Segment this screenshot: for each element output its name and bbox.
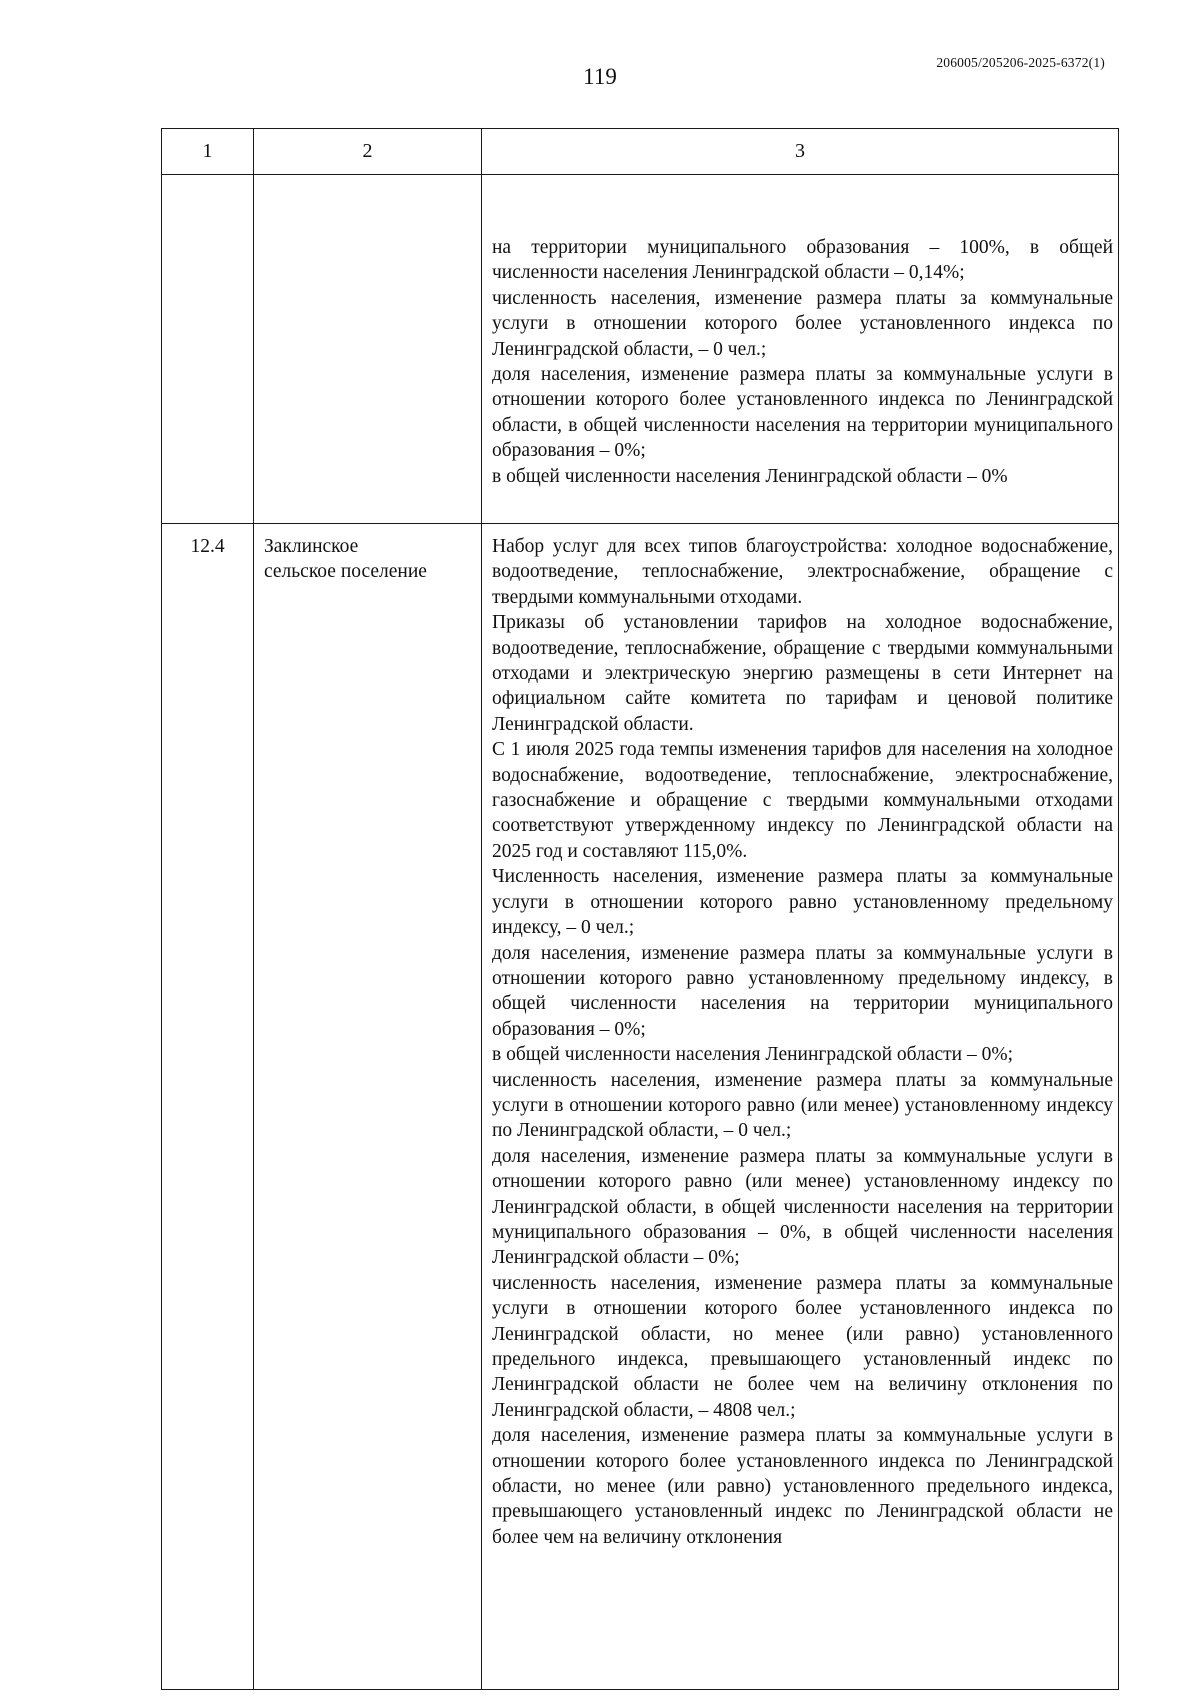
table-row-continuation [162, 175, 1119, 524]
document-table [161, 128, 1119, 1690]
header-cell-3: 3 [482, 129, 1119, 175]
text-paragraph: численность населения, изменение размера платы за коммунальные услуги в отношении которого равно (или менее) установленному индексу по Ленинградской области, – 0 чел.; [492, 1069, 1113, 1142]
text-paragraph: доля населения, изменение размера платы за коммунальные услуги в отношении которого более установленного индекса по Ленинградской области, в общей численности населения на территории муниципального образования – 0%; [492, 364, 1113, 462]
text-paragraph: на территории муниципального образования – 100%, в общей численности населения Ленинградской области – 0,14%; [492, 237, 1113, 284]
header-cell-2: 2 [254, 129, 482, 175]
row-name-cell [254, 524, 482, 1690]
text-paragraph: Приказы об установлении тарифов на холодное водоснабжение, водоотведение, теплоснабжение, обращение с твердыми коммунальными отходами и электрическую энергию размещены в сети Интернет на официальном сайте комитета по тарифам и ценовой политике Ленинградской области. [492, 612, 1113, 735]
table-row [162, 524, 1119, 1690]
row-text-cell [482, 524, 1119, 1690]
row-text-cell [482, 175, 1119, 524]
row-number-cell: 12.4 [162, 524, 254, 1690]
text-paragraph: численность населения, изменение размера платы за коммунальные услуги в отношении которого более установленного индекса по Ленинградской области, – 0 чел.; [492, 287, 1113, 360]
text-paragraph: доля населения, изменение размера платы за коммунальные услуги в отношении которого равно (или менее) установленному индексу по Ленинградской области, в общей численности населения на территории муниципального образования – 0%, в общей численности населения Ленинградской области – 0%; [492, 1145, 1113, 1269]
page-number: 119 [583, 64, 617, 89]
row-name-cell [254, 175, 482, 524]
text-paragraph: доля населения, изменение размера платы за коммунальные услуги в отношении которого равно установленному предельному индексу, в общей численности населения на территории муниципального образования – 0%; [492, 942, 1113, 1040]
text-paragraph: Набор услуг для всех типов благоустройства: холодное водоснабжение, водоотведение, теплоснабжение, электроснабжение, обращение с твердыми коммунальными отходами. [492, 536, 1113, 608]
municipality-name-line: Заклинское [264, 536, 359, 557]
row-number-cell [162, 175, 254, 524]
text-paragraph: в общей численности населения Ленинградской области – 0%; [492, 1044, 1014, 1066]
table-header-row [162, 129, 1119, 175]
text-paragraph: Численность населения, изменение размера платы за коммунальные услуги в отношении которого равно установленному предельному индексу, – 0 чел.; [492, 866, 1113, 939]
text-paragraph: С 1 июля 2025 года темпы изменения тарифов для населения на холодное водоснабжение, водоотведение, теплоснабжение, электроснабжение, газоснабжение и обращение с твердыми коммунальными отходами соответствуют утвержденному индексу по Ленинградской области на 2025 год и составляют 115,0%. [492, 739, 1113, 862]
text-paragraph: доля населения, изменение размера платы за коммунальные услуги в отношении которого более установленного индекса по Ленинградской области, но менее (или равно) установленного предельного индекса, превышающего установленный индекс по Ленинградской области не более чем на величину отклонения [492, 1425, 1113, 1548]
document-id: 206005/205206-2025-6372(1) [936, 55, 1105, 70]
municipality-name-line: сельское поселение [264, 561, 427, 583]
header-cell-1: 1 [162, 129, 254, 175]
text-paragraph: численность населения, изменение размера платы за коммунальные услуги в отношении которого более установленного индекса по Ленинградской области, но менее (или равно) установленного предельного индекса, превышающего установленный индекс по Ленинградской области не более чем на величину отклонения по Ленинградской области, – 4808 чел.; [492, 1272, 1113, 1421]
text-paragraph: в общей численности населения Ленинградской области – 0% [492, 465, 1008, 487]
